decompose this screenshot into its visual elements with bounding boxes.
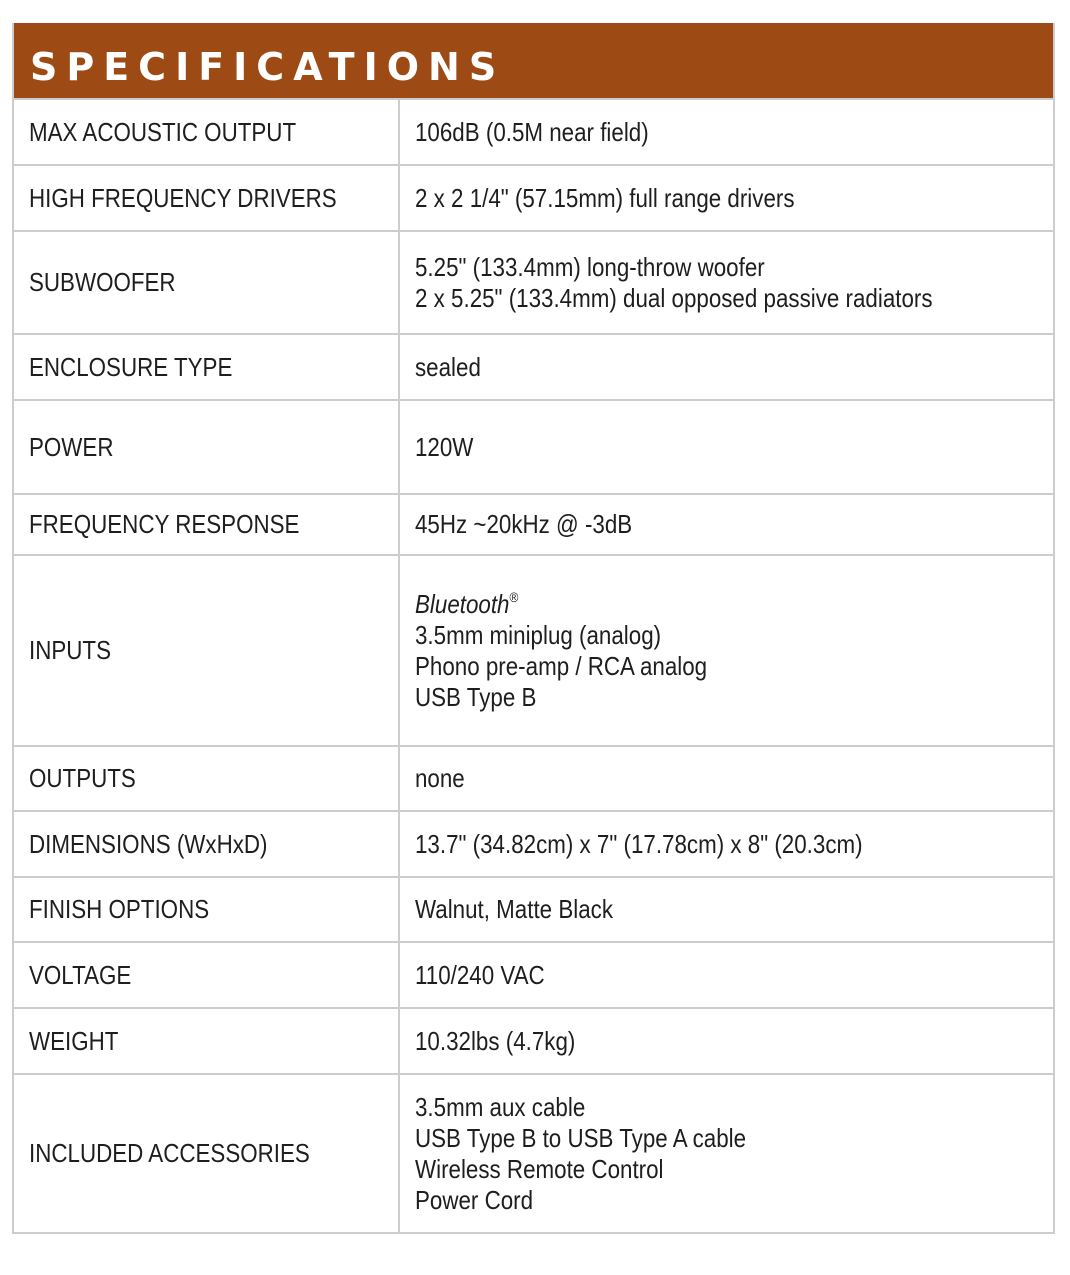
table-row <box>14 1075 1053 1232</box>
spec-label: MAX ACOUSTIC OUTPUT <box>14 100 400 164</box>
spec-label: OUTPUTS <box>14 747 400 810</box>
table-row <box>14 556 1053 747</box>
spec-value: 45Hz ~20kHz @ -3dB <box>415 509 633 539</box>
table-row <box>14 100 1053 166</box>
spec-label: ENCLOSURE TYPE <box>14 335 400 399</box>
spec-label: HIGH FREQUENCY DRIVERS <box>14 166 400 230</box>
table-row <box>14 812 1053 878</box>
spec-label: POWER <box>14 401 400 493</box>
spec-label: SUBWOOFER <box>14 232 400 333</box>
bluetooth-label: Bluetooth <box>415 588 510 619</box>
table-row <box>14 232 1053 335</box>
spec-label: DIMENSIONS (WxHxD) <box>14 812 400 876</box>
spec-value: 106dB (0.5M near field) <box>415 116 649 147</box>
spec-value: sealed <box>415 351 481 382</box>
spec-value: 10.32lbs (4.7kg) <box>415 1025 576 1056</box>
table-row <box>14 747 1053 812</box>
table-row <box>14 878 1053 943</box>
registered-mark: ® <box>509 588 519 605</box>
spec-value: 2 x 2 1/4" (57.15mm) full range drivers <box>415 182 795 213</box>
spec-value: 13.7" (34.82cm) x 7" (17.78cm) x 8" (20.3cm) <box>415 828 863 859</box>
spec-value: 120W <box>415 431 474 462</box>
spec-label: FREQUENCY RESPONSE <box>14 495 400 554</box>
spec-value: 3.5mm aux cable USB Type B to USB Type A cable Wireless Remote Control Power Cord <box>415 1091 747 1215</box>
spec-value: none <box>415 763 465 793</box>
spec-value: Bluetooth® 3.5mm miniplug (analog) Phono pre-amp / RCA analog USB Type B <box>415 588 708 712</box>
spec-label: FINISH OPTIONS <box>14 878 400 941</box>
table-row <box>14 495 1053 556</box>
table-row <box>14 166 1053 232</box>
spec-value: Walnut, Matte Black <box>415 894 614 924</box>
spec-label: VOLTAGE <box>14 943 400 1007</box>
spec-label: INCLUDED ACCESSORIES <box>14 1075 400 1232</box>
specifications-title: SPECIFICATIONS <box>14 23 1053 100</box>
table-row <box>14 943 1053 1009</box>
spec-value: 5.25" (133.4mm) long-throw woofer 2 x 5.25" (133.4mm) dual opposed passive radiators <box>415 251 933 313</box>
spec-label: WEIGHT <box>14 1009 400 1073</box>
table-row <box>14 401 1053 495</box>
specifications-table <box>12 23 1055 1234</box>
table-row <box>14 1009 1053 1075</box>
table-row <box>14 335 1053 401</box>
spec-value: 110/240 VAC <box>415 959 545 990</box>
spec-label: INPUTS <box>14 556 400 745</box>
